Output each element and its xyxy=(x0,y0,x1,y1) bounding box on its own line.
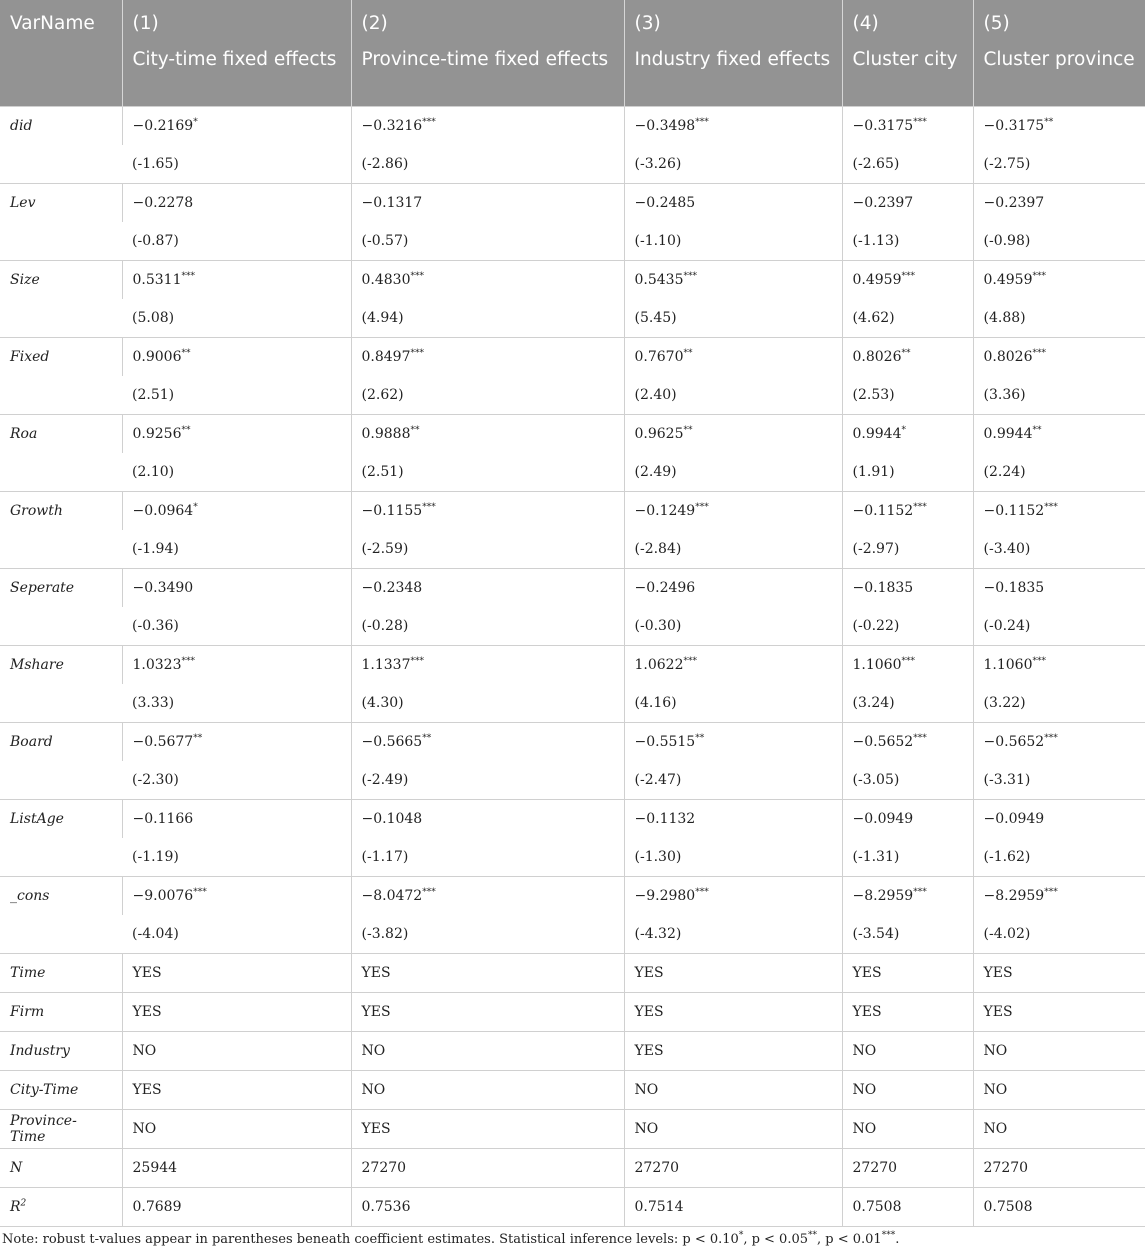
t-value-cell: (2.53) xyxy=(842,376,973,415)
coefficient-cell: 1.0622*** xyxy=(624,646,842,685)
table-row xyxy=(0,261,1145,300)
coefficient-cell: −0.1249*** xyxy=(624,492,842,531)
t-value-cell: (4.30) xyxy=(351,684,624,723)
t-value-cell: (2.49) xyxy=(624,453,842,492)
t-value-cell: (2.10) xyxy=(132,464,175,480)
control-cell: NO xyxy=(351,1071,624,1110)
coefficient-cell: −0.5665** xyxy=(351,723,624,762)
control-cell: YES xyxy=(624,1032,842,1071)
coefficient-cell: −0.1152*** xyxy=(973,492,1145,531)
t-value-cell: (2.40) xyxy=(624,376,842,415)
table-row xyxy=(0,838,1145,877)
header-title: Industry fixed effects xyxy=(624,48,842,107)
control-cell: 27270 xyxy=(842,1149,973,1188)
control-cell: YES xyxy=(122,993,351,1032)
coefficient-cell: −0.2397 xyxy=(842,184,973,223)
control-name: Firm xyxy=(0,993,122,1032)
t-value-cell: (-2.59) xyxy=(351,530,624,569)
control-cell: NO xyxy=(624,1071,842,1110)
control-cell: YES xyxy=(842,993,973,1032)
coefficient-cell: −0.1152*** xyxy=(842,492,973,531)
variable-name: Lev xyxy=(0,184,122,261)
t-value-cell: (-3.05) xyxy=(842,761,973,800)
coefficient-cell: −0.1835 xyxy=(973,569,1145,608)
table-row xyxy=(0,761,1145,800)
t-value-cell: (3.22) xyxy=(973,684,1145,723)
t-value-cell: (-2.86) xyxy=(351,145,624,184)
control-cell: 0.7689 xyxy=(122,1188,351,1227)
coefficient-cell: −0.1132 xyxy=(624,800,842,839)
control-name: N xyxy=(0,1149,122,1188)
t-value-cell: (-0.24) xyxy=(973,607,1145,646)
header-number: (5) xyxy=(973,0,1145,48)
coefficient-cell: 0.8026** xyxy=(842,338,973,377)
coefficient-cell: 0.5311*** xyxy=(122,261,351,300)
coefficient-cell: 0.7670** xyxy=(624,338,842,377)
coefficient-cell: 0.9944** xyxy=(973,415,1145,454)
table-row xyxy=(0,530,1145,569)
t-value-cell: (-2.47) xyxy=(624,761,842,800)
header-number: (3) xyxy=(624,0,842,48)
table-row xyxy=(0,1149,1145,1188)
control-cell: 27270 xyxy=(351,1149,624,1188)
variable-name: did xyxy=(0,107,122,184)
table-row xyxy=(0,684,1145,723)
control-cell: YES xyxy=(624,954,842,993)
t-value-cell: (4.88) xyxy=(973,299,1145,338)
t-value-cell: (-0.30) xyxy=(624,607,842,646)
control-cell: NO xyxy=(842,1071,973,1110)
control-cell: 27270 xyxy=(973,1149,1145,1188)
control-cell: NO xyxy=(351,1032,624,1071)
control-cell: YES xyxy=(973,954,1145,993)
coefficient-cell: −0.0949 xyxy=(842,800,973,839)
table-row xyxy=(0,607,1145,646)
coefficient-cell: 0.9256** xyxy=(122,415,351,454)
table-row xyxy=(0,646,1145,685)
control-cell: YES xyxy=(351,1110,624,1149)
t-value-cell: (-2.75) xyxy=(973,145,1145,184)
coefficient-cell: −8.0472*** xyxy=(351,877,624,916)
control-cell: 27270 xyxy=(624,1149,842,1188)
control-cell: NO xyxy=(973,1110,1145,1149)
variable-name: _cons xyxy=(0,877,122,954)
coefficient-cell: −0.3216*** xyxy=(351,107,624,146)
t-value-cell: (-4.04) xyxy=(132,926,179,942)
coefficient-cell: 0.4830*** xyxy=(351,261,624,300)
header-varname: VarName xyxy=(0,0,122,48)
variable-name: ListAge xyxy=(0,800,122,877)
table-row xyxy=(0,415,1145,454)
table-row xyxy=(0,915,1145,954)
t-value-cell: (-2.30) xyxy=(132,772,179,788)
coefficient-cell: −8.2959*** xyxy=(973,877,1145,916)
t-value-cell: (-2.97) xyxy=(842,530,973,569)
table-row xyxy=(0,492,1145,531)
t-value-cell: (3.24) xyxy=(842,684,973,723)
control-cell: YES xyxy=(973,993,1145,1032)
coefficient-cell: −0.1835 xyxy=(842,569,973,608)
coefficient-cell: −9.2980*** xyxy=(624,877,842,916)
table-row xyxy=(0,569,1145,608)
t-value-cell: (-1.19) xyxy=(132,849,179,865)
table-row xyxy=(0,800,1145,839)
variable-name: Fixed xyxy=(0,338,122,415)
header-title: Cluster city xyxy=(842,48,973,107)
t-value-cell: (1.91) xyxy=(842,453,973,492)
table-row xyxy=(0,954,1145,993)
control-cell: YES xyxy=(122,1071,351,1110)
t-value-cell: (-1.65) xyxy=(132,156,179,172)
coefficient-cell: 1.0323*** xyxy=(122,646,351,685)
control-cell: NO xyxy=(973,1071,1145,1110)
coefficient-cell: −0.5515** xyxy=(624,723,842,762)
coefficient-cell: 0.8497*** xyxy=(351,338,624,377)
coefficient-cell: −0.2169* xyxy=(122,107,351,146)
table-note: Note: robust t-values appear in parentheses beneath coefficient estimates. Statistical inference levels: p < 0.10*, p < 0.05**, p < 0.01***. xyxy=(2,1230,900,1247)
coefficient-cell: 1.1337*** xyxy=(351,646,624,685)
table-row xyxy=(0,184,1145,223)
coefficient-cell: 0.4959*** xyxy=(973,261,1145,300)
coefficient-cell: 0.4959*** xyxy=(842,261,973,300)
t-value-cell: (2.24) xyxy=(973,453,1145,492)
t-value-cell: (-1.13) xyxy=(842,222,973,261)
t-value-cell: (3.36) xyxy=(973,376,1145,415)
t-value-cell: (-0.87) xyxy=(132,233,179,249)
coefficient-cell: −0.5677** xyxy=(122,723,351,762)
t-value-cell: (-3.82) xyxy=(351,915,624,954)
t-value-cell: (-1.62) xyxy=(973,838,1145,877)
t-value-cell: (-0.57) xyxy=(351,222,624,261)
coefficient-cell: −9.0076*** xyxy=(122,877,351,916)
variable-name: Size xyxy=(0,261,122,338)
coefficient-cell: −0.2278 xyxy=(122,184,351,223)
control-cell: YES xyxy=(842,954,973,993)
t-value-cell: (-0.28) xyxy=(351,607,624,646)
t-value-cell: (-3.31) xyxy=(973,761,1145,800)
t-value-cell: (-1.30) xyxy=(624,838,842,877)
coefficient-cell: −0.5652*** xyxy=(842,723,973,762)
table-row xyxy=(0,1188,1145,1227)
control-cell: YES xyxy=(624,993,842,1032)
header-number: (2) xyxy=(351,0,624,48)
t-value-cell: (-0.98) xyxy=(973,222,1145,261)
t-value-cell: (4.16) xyxy=(624,684,842,723)
control-cell: 25944 xyxy=(122,1149,351,1188)
coefficient-cell: −0.2348 xyxy=(351,569,624,608)
coefficient-cell: 0.9944* xyxy=(842,415,973,454)
coefficient-cell: −0.2397 xyxy=(973,184,1145,223)
header-title: City-time fixed effects xyxy=(122,48,351,107)
table-row xyxy=(0,107,1145,146)
control-cell: YES xyxy=(122,954,351,993)
table-row xyxy=(0,723,1145,762)
header-title: Province-time fixed effects xyxy=(351,48,624,107)
coefficient-cell: −0.2485 xyxy=(624,184,842,223)
table-row xyxy=(0,1071,1145,1110)
t-value-cell: (-2.84) xyxy=(624,530,842,569)
t-value-cell: (2.51) xyxy=(132,387,175,403)
table-row xyxy=(0,1032,1145,1071)
coefficient-cell: −0.0964* xyxy=(122,492,351,531)
coefficient-cell: 1.1060*** xyxy=(842,646,973,685)
coefficient-cell: −0.1166 xyxy=(122,800,351,839)
table-row xyxy=(0,1110,1145,1149)
t-value-cell: (-3.40) xyxy=(973,530,1145,569)
coefficient-cell: −0.3490 xyxy=(122,569,351,608)
control-cell: 0.7508 xyxy=(973,1188,1145,1227)
variable-name: Growth xyxy=(0,492,122,569)
control-name: City-Time xyxy=(0,1071,122,1110)
t-value-cell: (5.45) xyxy=(624,299,842,338)
coefficient-cell: −0.1048 xyxy=(351,800,624,839)
coefficient-cell: 0.9006** xyxy=(122,338,351,377)
coefficient-cell: −0.2496 xyxy=(624,569,842,608)
coefficient-cell: −0.3175*** xyxy=(842,107,973,146)
t-value-cell: (-0.22) xyxy=(842,607,973,646)
t-value-cell: (-1.94) xyxy=(132,541,179,557)
t-value-cell: (-0.36) xyxy=(132,618,179,634)
header-number: (4) xyxy=(842,0,973,48)
header-blank xyxy=(0,48,122,107)
t-value-cell: (-3.26) xyxy=(624,145,842,184)
table-row xyxy=(0,338,1145,377)
t-value-cell: (2.51) xyxy=(351,453,624,492)
control-cell: NO xyxy=(973,1032,1145,1071)
control-cell: 0.7536 xyxy=(351,1188,624,1227)
table-row xyxy=(0,376,1145,415)
control-cell: YES xyxy=(351,993,624,1032)
control-name: $R^2$ xyxy=(0,1188,122,1227)
variable-name: Board xyxy=(0,723,122,800)
control-cell: NO xyxy=(842,1032,973,1071)
table-row xyxy=(0,222,1145,261)
coefficient-cell: 0.9625** xyxy=(624,415,842,454)
coefficient-cell: −0.3498*** xyxy=(624,107,842,146)
t-value-cell: (-2.65) xyxy=(842,145,973,184)
control-name: Time xyxy=(0,954,122,993)
t-value-cell: (4.94) xyxy=(351,299,624,338)
coefficient-cell: 0.9888** xyxy=(351,415,624,454)
header-number: (1) xyxy=(122,0,351,48)
t-value-cell: (3.33) xyxy=(132,695,175,711)
control-cell: 0.7514 xyxy=(624,1188,842,1227)
coefficient-cell: −0.1155*** xyxy=(351,492,624,531)
control-name: Industry xyxy=(0,1032,122,1071)
coefficient-cell: 0.5435*** xyxy=(624,261,842,300)
coefficient-cell: −0.1317 xyxy=(351,184,624,223)
variable-name: Seperate xyxy=(0,569,122,646)
t-value-cell: (-4.32) xyxy=(624,915,842,954)
coefficient-cell: 1.1060*** xyxy=(973,646,1145,685)
table-row xyxy=(0,145,1145,184)
variable-name: Mshare xyxy=(0,646,122,723)
table-header xyxy=(0,0,1145,107)
table-body xyxy=(0,107,1145,1227)
t-value-cell: (4.62) xyxy=(842,299,973,338)
control-name: Province-Time xyxy=(0,1110,122,1149)
t-value-cell: (-1.17) xyxy=(351,838,624,877)
t-value-cell: (-1.10) xyxy=(624,222,842,261)
variable-name: Roa xyxy=(0,415,122,492)
control-cell: NO xyxy=(122,1110,351,1149)
header-title: Cluster province xyxy=(973,48,1145,107)
t-value-cell: (2.62) xyxy=(351,376,624,415)
coefficient-cell: −0.0949 xyxy=(973,800,1145,839)
coefficient-cell: −0.5652*** xyxy=(973,723,1145,762)
t-value-cell: (-3.54) xyxy=(842,915,973,954)
table-row xyxy=(0,993,1145,1032)
coefficient-cell: −8.2959*** xyxy=(842,877,973,916)
table-row xyxy=(0,299,1145,338)
coefficient-cell: −0.3175** xyxy=(973,107,1145,146)
table-row xyxy=(0,453,1145,492)
control-cell: YES xyxy=(351,954,624,993)
control-cell: NO xyxy=(842,1110,973,1149)
t-value-cell: (-2.49) xyxy=(351,761,624,800)
control-cell: NO xyxy=(122,1032,351,1071)
t-value-cell: (-4.02) xyxy=(973,915,1145,954)
control-cell: 0.7508 xyxy=(842,1188,973,1227)
table-row xyxy=(0,877,1145,916)
t-value-cell: (-1.31) xyxy=(842,838,973,877)
control-cell: NO xyxy=(624,1110,842,1149)
coefficient-cell: 0.8026*** xyxy=(973,338,1145,377)
t-value-cell: (5.08) xyxy=(132,310,175,326)
